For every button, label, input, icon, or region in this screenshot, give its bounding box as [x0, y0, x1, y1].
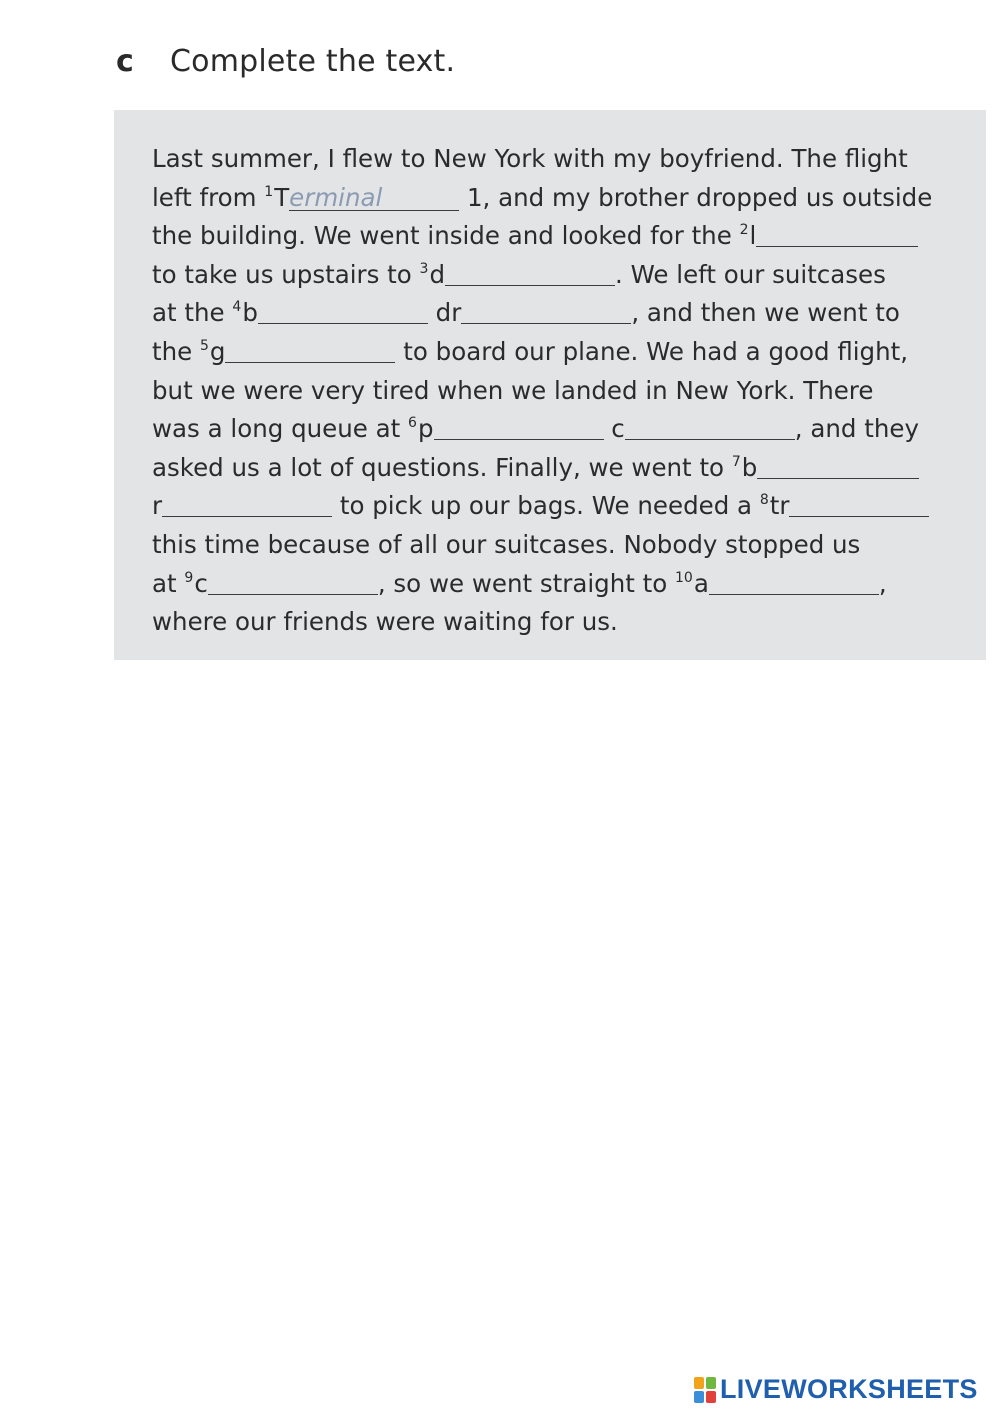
answer-field-2[interactable] — [756, 224, 918, 247]
text-line: the building. We went inside and looked for the $^2$l — [152, 217, 952, 256]
answer-field-4a[interactable] — [258, 301, 428, 324]
answer-field-6a[interactable] — [434, 417, 604, 440]
gap-number: 7 — [731, 453, 741, 470]
gap-number: 8 — [759, 492, 769, 509]
text-line: to take us upstairs to $^3$d . We left our suitcases — [152, 259, 886, 289]
text-line: was a long queue at $^6$p c , and they — [152, 414, 919, 444]
answer-field-1[interactable]: erminal — [289, 186, 459, 211]
gap-number: 4 — [232, 299, 242, 316]
text-line: but we were very tired when we landed in New York. There — [152, 375, 874, 405]
brand-name: LIVEWORKSHEETS — [720, 1374, 978, 1404]
text-line: r to pick up our bags. We needed a $^8$tr — [152, 487, 952, 526]
gap-number: 2 — [739, 222, 749, 239]
text-line: at the $^4$b dr , and then we went to — [152, 298, 900, 328]
answer-field-9[interactable] — [208, 572, 378, 595]
answer-field-7b[interactable] — [162, 494, 332, 517]
text-line: asked us a lot of questions. Finally, we went to $^7$b — [152, 449, 952, 488]
exercise-title: Complete the text. — [170, 44, 456, 79]
answer-field-8[interactable] — [789, 494, 929, 517]
liveworksheets-icon — [694, 1377, 716, 1403]
answer-field-5[interactable] — [225, 340, 395, 363]
gap-fill-text-box — [114, 110, 986, 660]
exercise-heading — [116, 44, 455, 79]
gap-number: 10 — [675, 569, 693, 586]
exercise-letter: c — [116, 44, 134, 79]
answer-field-3[interactable] — [445, 263, 615, 286]
gap-number: 6 — [408, 415, 417, 432]
gap-number: 1 — [264, 183, 274, 200]
answer-field-6b[interactable] — [625, 417, 795, 440]
answer-field-10[interactable] — [709, 572, 879, 595]
gap-number: 3 — [419, 260, 429, 277]
text-line: this time because of all our suitcases. Nobody stopped us — [152, 529, 861, 559]
gap-fill-text — [152, 140, 952, 642]
text-line: left from $^1$Terminal 1, and my brother dropped us outside — [152, 182, 933, 212]
answer-field-4b[interactable] — [461, 301, 631, 324]
gap-number: 9 — [184, 569, 194, 586]
answer-field-7a[interactable] — [757, 456, 919, 479]
text-line: at $^9$c , so we went straight to $^{10}$a , — [152, 568, 887, 598]
text-line: where our friends were waiting for us. — [152, 607, 618, 637]
liveworksheets-logo — [694, 1374, 978, 1405]
text-line: the $^5$g to board our plane. We had a good flight, — [152, 336, 909, 366]
gap-number: 5 — [200, 337, 209, 354]
text-line: Last summer, I flew to New York with my boyfriend. The flight — [152, 144, 908, 173]
